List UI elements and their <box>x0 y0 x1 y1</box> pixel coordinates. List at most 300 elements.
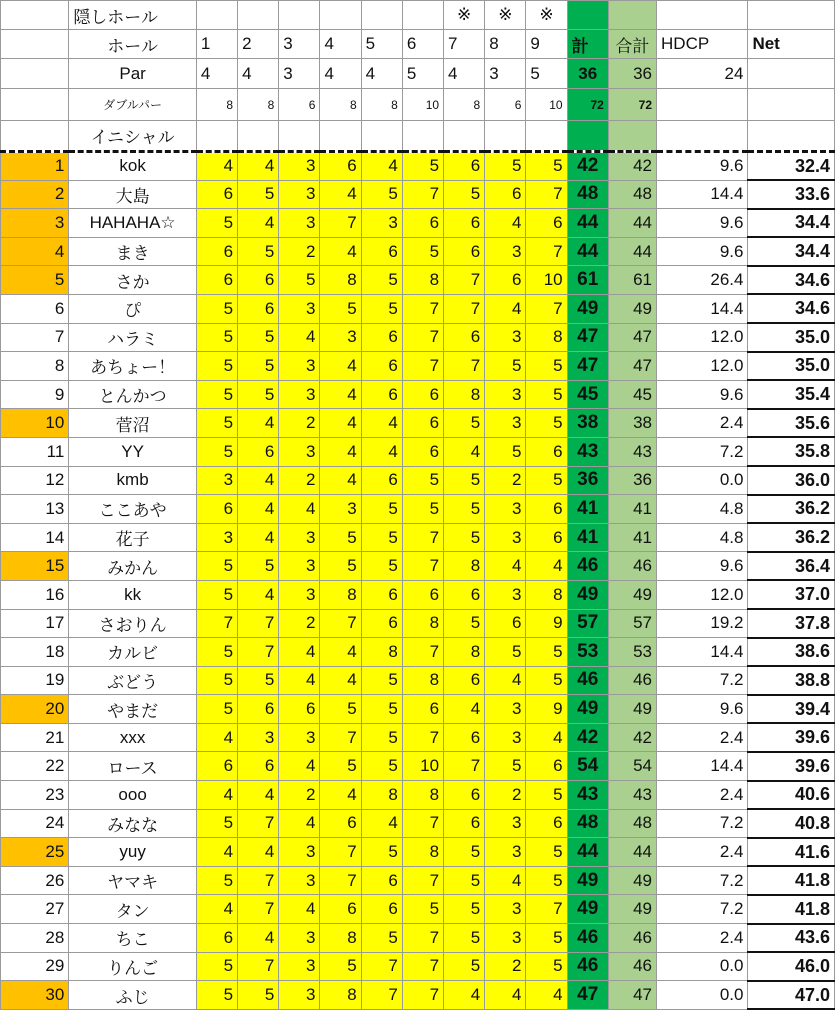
hole-score[interactable]: 2 <box>485 952 526 981</box>
net-score[interactable]: 37.8 <box>748 609 835 638</box>
hole-score[interactable]: 8 <box>320 580 361 609</box>
net-score[interactable]: 39.6 <box>748 723 835 752</box>
hole-score[interactable]: 7 <box>402 809 443 838</box>
hole-score[interactable]: 7 <box>238 895 279 924</box>
hole-score[interactable]: 5 <box>485 437 526 466</box>
hole-score[interactable]: 2 <box>485 781 526 810</box>
hole-score[interactable]: 5 <box>196 638 237 667</box>
hole-score[interactable]: 6 <box>444 580 485 609</box>
hole-score[interactable]: 7 <box>361 981 402 1010</box>
hidden-mark[interactable] <box>361 1 402 30</box>
hole-score[interactable]: 7 <box>444 266 485 295</box>
hole-score[interactable]: 5 <box>361 838 402 867</box>
hole-score[interactable]: 5 <box>444 180 485 209</box>
hole-score[interactable]: 5 <box>196 437 237 466</box>
cell[interactable] <box>657 121 748 152</box>
player-name[interactable]: 大島 <box>69 180 197 209</box>
rank-cell[interactable]: 20 <box>1 695 69 724</box>
rank-cell[interactable]: 29 <box>1 952 69 981</box>
hole-number[interactable]: 4 <box>320 30 361 59</box>
hole-score[interactable]: 5 <box>196 695 237 724</box>
hole-score[interactable]: 6 <box>361 466 402 495</box>
hidden-mark[interactable] <box>238 1 279 30</box>
double-par-value[interactable]: 6 <box>485 89 526 121</box>
player-name[interactable]: あちょー！ <box>69 352 197 381</box>
hdcp-value[interactable]: 7.2 <box>657 866 748 895</box>
hole-score[interactable]: 5 <box>361 924 402 953</box>
player-name[interactable]: さか <box>69 266 197 295</box>
hole-score[interactable]: 7 <box>402 723 443 752</box>
total2-header-cell[interactable] <box>608 1 656 30</box>
hole-score[interactable]: 4 <box>320 237 361 266</box>
hdcp-value[interactable]: 0.0 <box>657 466 748 495</box>
hole-score[interactable]: 5 <box>526 352 567 381</box>
total-score[interactable]: 44 <box>567 237 608 266</box>
hidden-mark[interactable] <box>320 1 361 30</box>
hole-score[interactable]: 3 <box>196 466 237 495</box>
hole-score[interactable]: 7 <box>196 609 237 638</box>
cell[interactable] <box>361 121 402 152</box>
hole-score[interactable]: 5 <box>526 666 567 695</box>
hole-score[interactable]: 5 <box>402 895 443 924</box>
hole-score[interactable]: 4 <box>238 409 279 438</box>
hole-score[interactable]: 6 <box>444 323 485 352</box>
hole-score[interactable]: 3 <box>279 838 320 867</box>
hole-score[interactable]: 5 <box>196 294 237 323</box>
hole-score[interactable]: 3 <box>279 380 320 409</box>
hole-score[interactable]: 5 <box>444 495 485 524</box>
total2-score[interactable]: 43 <box>608 437 656 466</box>
total-score[interactable]: 46 <box>567 952 608 981</box>
rank-cell[interactable]: 16 <box>1 580 69 609</box>
rank-cell[interactable]: 6 <box>1 294 69 323</box>
total2-score[interactable]: 54 <box>608 752 656 781</box>
hole-score[interactable]: 3 <box>320 495 361 524</box>
hole-score[interactable]: 6 <box>402 209 443 238</box>
hole-score[interactable]: 5 <box>526 866 567 895</box>
hidden-mark[interactable]: ※ <box>444 1 485 30</box>
par-value[interactable]: 4 <box>361 59 402 89</box>
hdcp-value[interactable]: 14.4 <box>657 638 748 667</box>
net-score[interactable]: 38.6 <box>748 638 835 667</box>
hole-score[interactable]: 5 <box>485 638 526 667</box>
cell[interactable] <box>567 121 608 152</box>
net-score[interactable]: 37.0 <box>748 580 835 609</box>
hole-score[interactable]: 5 <box>485 752 526 781</box>
hole-score[interactable]: 6 <box>526 523 567 552</box>
hole-score[interactable]: 6 <box>238 752 279 781</box>
hole-score[interactable]: 8 <box>320 266 361 295</box>
player-name[interactable]: kk <box>69 580 197 609</box>
hole-score[interactable]: 3 <box>279 352 320 381</box>
total-score[interactable]: 48 <box>567 809 608 838</box>
hole-score[interactable]: 3 <box>279 924 320 953</box>
hole-score[interactable]: 7 <box>402 352 443 381</box>
hole-score[interactable]: 2 <box>279 409 320 438</box>
hole-score[interactable]: 8 <box>444 552 485 581</box>
rank-cell[interactable]: 13 <box>1 495 69 524</box>
hole-score[interactable]: 5 <box>238 180 279 209</box>
net-score[interactable]: 36.2 <box>748 523 835 552</box>
cell[interactable] <box>608 121 656 152</box>
net-score[interactable]: 43.6 <box>748 924 835 953</box>
total2-label[interactable]: 合計 <box>608 30 656 59</box>
hole-score[interactable]: 6 <box>402 409 443 438</box>
total2-score[interactable]: 49 <box>608 580 656 609</box>
hole-score[interactable]: 4 <box>279 495 320 524</box>
par-hdcp[interactable]: 24 <box>657 59 748 89</box>
hole-score[interactable]: 2 <box>485 466 526 495</box>
player-name[interactable]: kmb <box>69 466 197 495</box>
hole-score[interactable]: 5 <box>196 866 237 895</box>
net-score[interactable]: 36.2 <box>748 495 835 524</box>
hole-score[interactable]: 5 <box>361 723 402 752</box>
hole-score[interactable]: 4 <box>361 409 402 438</box>
hole-score[interactable]: 4 <box>485 866 526 895</box>
rank-cell[interactable]: 4 <box>1 237 69 266</box>
hole-score[interactable]: 5 <box>444 609 485 638</box>
hole-score[interactable]: 7 <box>238 866 279 895</box>
hole-score[interactable]: 6 <box>485 180 526 209</box>
hole-score[interactable]: 3 <box>485 838 526 867</box>
double-par-value[interactable]: 10 <box>402 89 443 121</box>
player-name[interactable]: ぶどう <box>69 666 197 695</box>
hidden-mark[interactable] <box>402 1 443 30</box>
net-score[interactable]: 32.4 <box>748 152 835 181</box>
total-score[interactable]: 49 <box>567 294 608 323</box>
hole-score[interactable]: 3 <box>279 209 320 238</box>
hole-score[interactable]: 6 <box>238 695 279 724</box>
hole-score[interactable]: 4 <box>238 838 279 867</box>
hole-score[interactable]: 3 <box>485 380 526 409</box>
hdcp-value[interactable]: 14.4 <box>657 294 748 323</box>
total2-score[interactable]: 36 <box>608 466 656 495</box>
hdcp-value[interactable]: 2.4 <box>657 781 748 810</box>
player-name[interactable]: まき <box>69 237 197 266</box>
hole-score[interactable]: 7 <box>526 180 567 209</box>
hole-score[interactable]: 7 <box>402 552 443 581</box>
total2-score[interactable]: 53 <box>608 638 656 667</box>
hole-score[interactable]: 6 <box>279 695 320 724</box>
player-name[interactable]: とんかつ <box>69 380 197 409</box>
hole-score[interactable]: 7 <box>238 809 279 838</box>
double-par-label[interactable]: ダブルパー <box>69 89 197 121</box>
hole-score[interactable]: 5 <box>526 924 567 953</box>
total-score[interactable]: 42 <box>567 152 608 181</box>
cell[interactable] <box>1 89 69 121</box>
hole-score[interactable]: 3 <box>485 723 526 752</box>
total2-score[interactable]: 47 <box>608 981 656 1010</box>
hole-score[interactable]: 6 <box>444 209 485 238</box>
rank-cell[interactable]: 11 <box>1 437 69 466</box>
hidden-mark[interactable]: ※ <box>485 1 526 30</box>
net-label[interactable]: Net <box>748 30 835 59</box>
hole-score[interactable]: 4 <box>361 437 402 466</box>
hole-score[interactable]: 7 <box>402 866 443 895</box>
net-score[interactable]: 36.0 <box>748 466 835 495</box>
hdcp-value[interactable]: 2.4 <box>657 723 748 752</box>
hole-score[interactable]: 4 <box>320 466 361 495</box>
hole-score[interactable]: 6 <box>444 781 485 810</box>
hole-score[interactable]: 4 <box>526 552 567 581</box>
hole-score[interactable]: 5 <box>444 838 485 867</box>
hole-score[interactable]: 6 <box>485 266 526 295</box>
rank-cell[interactable]: 18 <box>1 638 69 667</box>
hole-score[interactable]: 5 <box>444 409 485 438</box>
rank-cell[interactable]: 7 <box>1 323 69 352</box>
hole-score[interactable]: 4 <box>320 380 361 409</box>
hole-score[interactable]: 8 <box>402 838 443 867</box>
player-name[interactable]: YY <box>69 437 197 466</box>
total2-score[interactable]: 48 <box>608 180 656 209</box>
total-score[interactable]: 47 <box>567 352 608 381</box>
hole-score[interactable]: 6 <box>320 895 361 924</box>
rank-cell[interactable]: 5 <box>1 266 69 295</box>
hole-score[interactable]: 5 <box>238 552 279 581</box>
hole-score[interactable]: 5 <box>320 952 361 981</box>
total-header-cell[interactable] <box>567 1 608 30</box>
hole-score[interactable]: 6 <box>361 866 402 895</box>
hdcp-value[interactable]: 7.2 <box>657 809 748 838</box>
hole-score[interactable]: 4 <box>485 981 526 1010</box>
net-score[interactable]: 41.6 <box>748 838 835 867</box>
hole-score[interactable]: 10 <box>402 752 443 781</box>
hole-score[interactable]: 4 <box>526 723 567 752</box>
cell[interactable] <box>526 121 567 152</box>
double-par-value[interactable]: 10 <box>526 89 567 121</box>
cell[interactable] <box>1 30 69 59</box>
hole-score[interactable]: 5 <box>361 294 402 323</box>
hole-score[interactable]: 2 <box>279 466 320 495</box>
hole-score[interactable]: 4 <box>361 152 402 181</box>
hole-score[interactable]: 5 <box>526 409 567 438</box>
hole-score[interactable]: 4 <box>238 580 279 609</box>
rank-cell[interactable]: 9 <box>1 380 69 409</box>
rank-cell[interactable]: 26 <box>1 866 69 895</box>
cell[interactable] <box>657 89 748 121</box>
hole-score[interactable]: 3 <box>361 209 402 238</box>
hole-score[interactable]: 3 <box>279 523 320 552</box>
net-score[interactable]: 35.0 <box>748 352 835 381</box>
player-name[interactable]: みなな <box>69 809 197 838</box>
total2-score[interactable]: 42 <box>608 152 656 181</box>
hole-score[interactable]: 7 <box>526 237 567 266</box>
cell[interactable] <box>1 121 69 152</box>
hole-score[interactable]: 4 <box>361 809 402 838</box>
hole-score[interactable]: 4 <box>196 781 237 810</box>
hdcp-value[interactable]: 9.6 <box>657 237 748 266</box>
total2-score[interactable]: 46 <box>608 666 656 695</box>
hole-score[interactable]: 4 <box>444 695 485 724</box>
hole-score[interactable]: 7 <box>402 523 443 552</box>
player-name[interactable]: さおりん <box>69 609 197 638</box>
hole-score[interactable]: 7 <box>444 294 485 323</box>
hole-score[interactable]: 4 <box>320 781 361 810</box>
hdcp-value[interactable]: 7.2 <box>657 666 748 695</box>
net-score[interactable]: 34.6 <box>748 294 835 323</box>
hole-score[interactable]: 5 <box>444 952 485 981</box>
hole-score[interactable]: 5 <box>196 952 237 981</box>
total2-score[interactable]: 46 <box>608 924 656 953</box>
hole-score[interactable]: 4 <box>485 666 526 695</box>
hole-score[interactable]: 6 <box>238 266 279 295</box>
total-label[interactable]: 計 <box>567 30 608 59</box>
total-score[interactable]: 61 <box>567 266 608 295</box>
total2-score[interactable]: 47 <box>608 323 656 352</box>
hole-score[interactable]: 7 <box>320 723 361 752</box>
hole-score[interactable]: 3 <box>279 180 320 209</box>
hole-score[interactable]: 4 <box>320 352 361 381</box>
hole-score[interactable]: 6 <box>485 609 526 638</box>
hole-score[interactable]: 5 <box>361 752 402 781</box>
hole-score[interactable]: 5 <box>402 466 443 495</box>
hole-score[interactable]: 6 <box>361 237 402 266</box>
hole-score[interactable]: 7 <box>238 609 279 638</box>
hole-score[interactable]: 7 <box>444 752 485 781</box>
total-score[interactable]: 41 <box>567 495 608 524</box>
hole-score[interactable]: 5 <box>196 409 237 438</box>
hole-score[interactable]: 3 <box>485 895 526 924</box>
hole-score[interactable]: 3 <box>279 552 320 581</box>
hole-number[interactable]: 3 <box>279 30 320 59</box>
hole-score[interactable]: 5 <box>196 352 237 381</box>
player-name[interactable]: やまだ <box>69 695 197 724</box>
hole-score[interactable]: 5 <box>196 552 237 581</box>
cell[interactable] <box>196 121 237 152</box>
total2-score[interactable]: 38 <box>608 409 656 438</box>
total-score[interactable]: 46 <box>567 924 608 953</box>
hole-score[interactable]: 5 <box>444 466 485 495</box>
total2-score[interactable]: 49 <box>608 895 656 924</box>
rank-cell[interactable]: 30 <box>1 981 69 1010</box>
hole-score[interactable]: 5 <box>238 666 279 695</box>
hole-score[interactable]: 4 <box>320 180 361 209</box>
hole-score[interactable]: 6 <box>526 495 567 524</box>
player-name[interactable]: ooo <box>69 781 197 810</box>
player-name[interactable]: xxx <box>69 723 197 752</box>
hole-score[interactable]: 5 <box>526 952 567 981</box>
player-name[interactable]: ロース <box>69 752 197 781</box>
hole-score[interactable]: 6 <box>361 380 402 409</box>
hole-score[interactable]: 7 <box>526 294 567 323</box>
hdcp-value[interactable]: 14.4 <box>657 180 748 209</box>
hole-score[interactable]: 3 <box>485 495 526 524</box>
total-score[interactable]: 44 <box>567 838 608 867</box>
hdcp-value[interactable]: 9.6 <box>657 695 748 724</box>
hole-score[interactable]: 6 <box>196 237 237 266</box>
hdcp-value[interactable]: 0.0 <box>657 981 748 1010</box>
hole-score[interactable]: 8 <box>361 638 402 667</box>
initial-label[interactable]: イニシャル <box>69 121 197 152</box>
cell[interactable] <box>402 121 443 152</box>
par-label[interactable]: Par <box>69 59 197 89</box>
par-value[interactable]: 5 <box>402 59 443 89</box>
cell[interactable] <box>657 1 748 30</box>
total2-score[interactable]: 49 <box>608 866 656 895</box>
hole-score[interactable]: 3 <box>485 237 526 266</box>
hole-score[interactable]: 4 <box>526 981 567 1010</box>
hole-score[interactable]: 5 <box>526 380 567 409</box>
hole-score[interactable]: 5 <box>361 666 402 695</box>
total2-score[interactable]: 44 <box>608 237 656 266</box>
hole-score[interactable]: 9 <box>526 695 567 724</box>
hdcp-value[interactable]: 9.6 <box>657 380 748 409</box>
hole-score[interactable]: 3 <box>279 952 320 981</box>
hole-score[interactable]: 3 <box>196 523 237 552</box>
hole-score[interactable]: 3 <box>279 723 320 752</box>
rank-cell[interactable]: 17 <box>1 609 69 638</box>
hole-score[interactable]: 4 <box>196 152 237 181</box>
net-score[interactable]: 35.6 <box>748 409 835 438</box>
hole-score[interactable]: 6 <box>196 266 237 295</box>
total-score[interactable]: 36 <box>567 466 608 495</box>
hdcp-value[interactable]: 7.2 <box>657 895 748 924</box>
hole-score[interactable]: 4 <box>238 924 279 953</box>
hole-score[interactable]: 5 <box>238 380 279 409</box>
hole-score[interactable]: 6 <box>238 294 279 323</box>
total2-score[interactable]: 45 <box>608 380 656 409</box>
hole-score[interactable]: 8 <box>320 924 361 953</box>
hole-score[interactable]: 3 <box>279 294 320 323</box>
hole-score[interactable]: 7 <box>402 638 443 667</box>
double-par-total[interactable]: 72 <box>567 89 608 121</box>
hole-score[interactable]: 4 <box>320 437 361 466</box>
hole-score[interactable]: 6 <box>320 809 361 838</box>
player-name[interactable]: 花子 <box>69 523 197 552</box>
total-score[interactable]: 49 <box>567 695 608 724</box>
total2-score[interactable]: 48 <box>608 809 656 838</box>
hole-score[interactable]: 8 <box>444 380 485 409</box>
hole-score[interactable]: 4 <box>279 666 320 695</box>
hole-score[interactable]: 6 <box>526 437 567 466</box>
hole-score[interactable]: 8 <box>402 266 443 295</box>
hole-score[interactable]: 4 <box>279 752 320 781</box>
hole-score[interactable]: 8 <box>361 781 402 810</box>
rank-cell[interactable]: 8 <box>1 352 69 381</box>
hidden-hole-label[interactable]: 隠しホール <box>69 1 197 30</box>
hole-score[interactable]: 3 <box>279 437 320 466</box>
net-score[interactable]: 41.8 <box>748 895 835 924</box>
hole-score[interactable]: 6 <box>361 323 402 352</box>
hole-score[interactable]: 3 <box>485 323 526 352</box>
hole-score[interactable]: 7 <box>320 866 361 895</box>
rank-cell[interactable]: 23 <box>1 781 69 810</box>
total2-score[interactable]: 46 <box>608 952 656 981</box>
hole-score[interactable]: 5 <box>361 552 402 581</box>
hdcp-value[interactable]: 9.6 <box>657 152 748 181</box>
par-total2[interactable]: 36 <box>608 59 656 89</box>
double-par-value[interactable]: 6 <box>279 89 320 121</box>
hole-score[interactable]: 5 <box>320 695 361 724</box>
hdcp-value[interactable]: 14.4 <box>657 752 748 781</box>
player-name[interactable]: カルビ <box>69 638 197 667</box>
hole-score[interactable]: 6 <box>526 809 567 838</box>
rank-cell[interactable]: 21 <box>1 723 69 752</box>
hole-score[interactable]: 4 <box>238 209 279 238</box>
net-score[interactable]: 35.0 <box>748 323 835 352</box>
total-score[interactable]: 46 <box>567 552 608 581</box>
total-score[interactable]: 49 <box>567 580 608 609</box>
hole-score[interactable]: 4 <box>444 981 485 1010</box>
hole-score[interactable]: 5 <box>485 152 526 181</box>
hdcp-value[interactable]: 0.0 <box>657 952 748 981</box>
hole-score[interactable]: 7 <box>402 981 443 1010</box>
hole-score[interactable]: 2 <box>279 237 320 266</box>
hdcp-value[interactable]: 19.2 <box>657 609 748 638</box>
hole-score[interactable]: 4 <box>485 552 526 581</box>
hole-number[interactable]: 6 <box>402 30 443 59</box>
hole-score[interactable]: 7 <box>402 180 443 209</box>
